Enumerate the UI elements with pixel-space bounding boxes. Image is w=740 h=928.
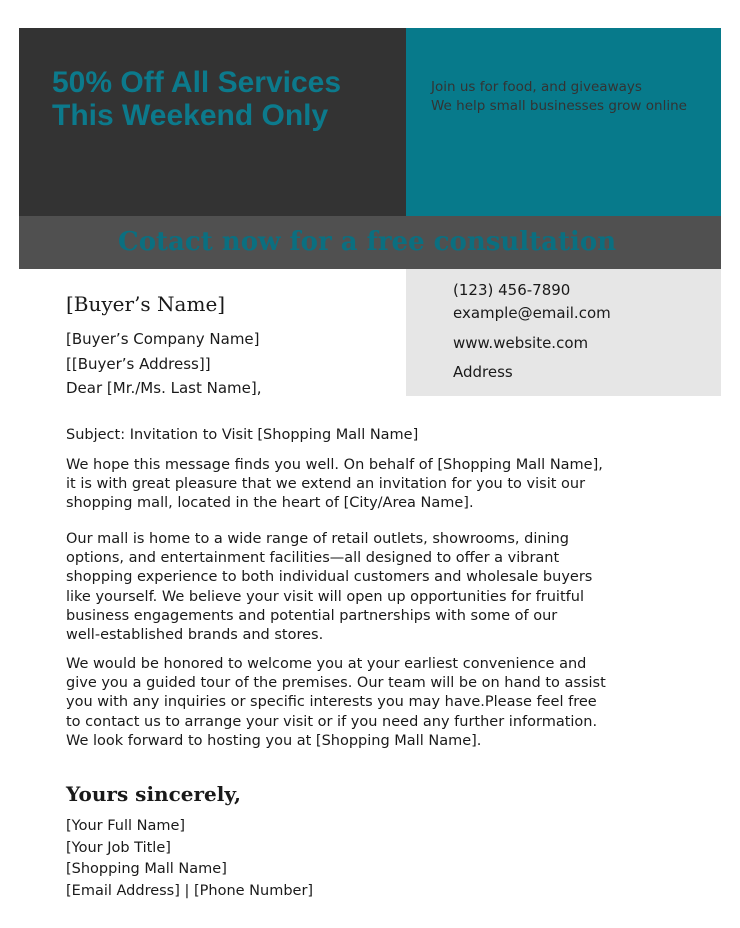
paragraph-2-line: shopping experience to both individual customers and wholesale buyers (66, 569, 593, 586)
paragraph-2 (66, 530, 676, 645)
salutation: Dear [Mr./Ms. Last Name], (66, 379, 262, 397)
paragraph-3-line: you with any inquiries or specific interests you may have.Please feel free (66, 694, 597, 711)
tagline-line-1: Join us for food, and giveaways (431, 79, 642, 95)
tagline-line-2: We help small businesses grow online (431, 97, 687, 114)
paragraph-2-line: like yourself. We believe your visit will open up opportunities for fruitful (66, 588, 584, 605)
header-teal-panel (406, 28, 721, 216)
headline-line-2: This Weekend Only (52, 99, 329, 132)
paragraph-3-line: We look forward to hosting you at [Shopping Mall Name]. (66, 732, 482, 749)
headline-line-1: 50% Off All Services (52, 66, 342, 99)
buyer-name: [Buyer’s Name] (66, 292, 226, 316)
tagline (431, 78, 716, 115)
signature-contact: [Email Address] | [Phone Number] (66, 882, 314, 899)
paragraph-3 (66, 655, 676, 751)
signature-full-name: [Your Full Name] (66, 818, 186, 834)
buyer-company: [Buyer’s Company Name] (66, 330, 260, 348)
paragraph-1-line: it is with great pleasure that we extend an invitation for you to visit our (66, 476, 586, 493)
contact-phone: (123) 456-7890 (453, 281, 571, 299)
paragraph-2-line: well-established brands and stores. (66, 627, 324, 644)
contact-email[interactable]: example@email.com (453, 304, 611, 322)
closing: Yours sincerely, (66, 782, 242, 806)
headline (52, 66, 392, 132)
paragraph-3-line: to contact us to arrange your visit or if you need any further information. (66, 713, 598, 730)
paragraph-1-line: We hope this message finds you well. On behalf of [Shopping Mall Name], (66, 457, 603, 473)
paragraph-2-line: business engagements and potential partnerships with some of our (66, 607, 558, 624)
paragraph-3-line: give you a guided tour of the premises. Our team will be on hand to assist (66, 675, 606, 692)
signature-block (66, 816, 313, 902)
paragraph-2-line: options, and entertainment facilities—all designed to offer a vibrant (66, 550, 560, 567)
signature-job-title: [Your Job Title] (66, 839, 171, 856)
signature-mall-name: [Shopping Mall Name] (66, 861, 227, 877)
buyer-address: [[Buyer’s Address]] (66, 354, 211, 373)
contact-address: Address (453, 363, 513, 381)
contact-website[interactable]: www.website.com (453, 334, 589, 352)
cta-text: Cotact now for a free consultation (118, 227, 617, 257)
paragraph-1 (66, 456, 676, 514)
recipient-block (66, 327, 262, 401)
paragraph-3-line: We would be honored to welcome you at your earliest convenience and (66, 656, 587, 672)
paragraph-1-line: shopping mall, located in the heart of [City/Area Name]. (66, 495, 474, 512)
paragraph-2-line: Our mall is home to a wide range of retail outlets, showrooms, dining (66, 531, 569, 547)
subject-line: Subject: Invitation to Visit [Shopping Mall Name] (66, 427, 419, 443)
